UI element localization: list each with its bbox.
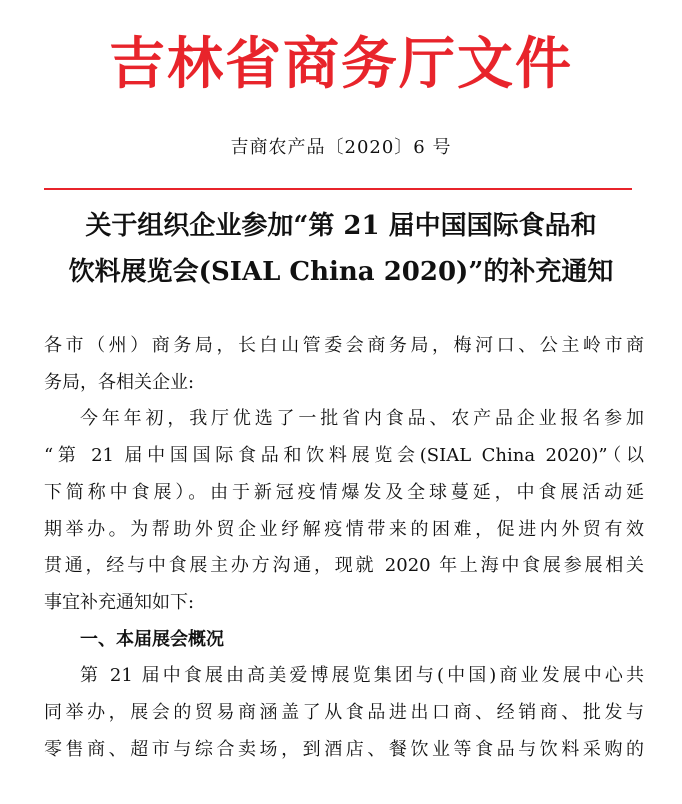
masthead-title: 吉林省商务厅文件 xyxy=(109,31,573,97)
notice-title-line-1: 关于组织企业参加“第 21 届中国国际食品和 xyxy=(85,211,597,241)
body-line: 事宜补充通知如下: xyxy=(44,591,195,613)
body-line: “第 21 届中国国际食品和饮料展览会(SIAL China 2020)”（以 xyxy=(44,445,644,467)
body-line: 零售商、超市与综合卖场，到酒店、餐饮业等食品与饮料采购的 xyxy=(44,738,644,760)
red-divider-line xyxy=(44,188,632,190)
section-heading: 一、本届展会概况 xyxy=(80,628,224,650)
body-line: 今年年初，我厅优选了一批省内食品、农产品企业报名参加 xyxy=(80,408,644,430)
body-line: 下简称中食展）。由于新冠疫情爆发及全球蔓延，中食展活动延 xyxy=(44,481,644,503)
body-line: 务局，各相关企业: xyxy=(44,371,195,393)
body-line: 第 21 届中食展由高美爱博展览集团与(中国)商业发展中心共 xyxy=(80,665,644,687)
body-line: 各市（州）商务局，长白山管委会商务局，梅河口、公主岭市商 xyxy=(44,335,644,356)
body-line: 同举办，展会的贸易商涵盖了从食品进出口商、经销商、批发与 xyxy=(44,702,644,724)
document-number: 吉商农产品〔2020〕6 号 xyxy=(230,137,452,158)
notice-title-line-2: 饮料展览会(SIAL China 2020)”的补充通知 xyxy=(68,257,614,287)
document-body xyxy=(44,328,644,768)
notice-title xyxy=(0,203,682,295)
body-line: 期举办。为帮助外贸企业纾解疫情带来的困难，促进内外贸有效 xyxy=(44,518,644,540)
body-line: 贯通，经与中食展主办方沟通，现就 2020 年上海中食展参展相关 xyxy=(44,555,644,577)
